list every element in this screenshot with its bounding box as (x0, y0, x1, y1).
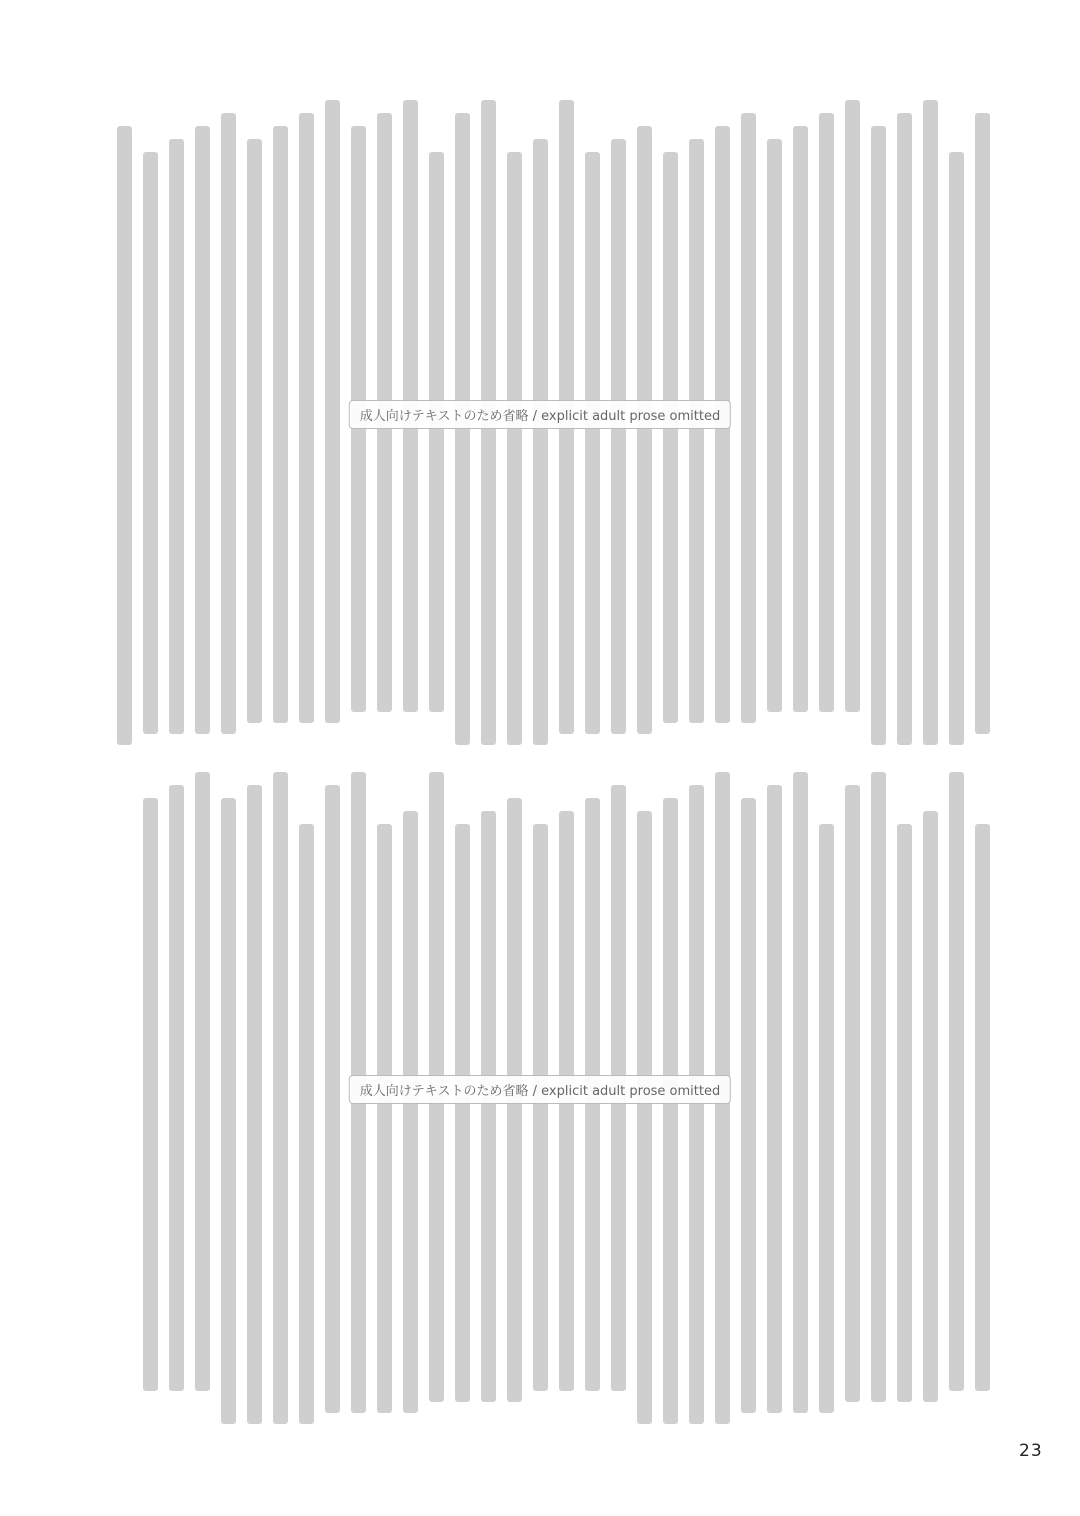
redacted-text-column (273, 126, 288, 723)
page-number: 23 (1019, 1441, 1043, 1461)
redacted-text-column (741, 798, 756, 1413)
redacted-text-column (923, 811, 938, 1402)
redacted-text-column (975, 824, 990, 1391)
redacted-text-column (897, 824, 912, 1402)
redacted-text-column (325, 785, 340, 1413)
redacted-text-column (819, 824, 834, 1413)
redacted-text-column (195, 126, 210, 734)
redacted-text-column (455, 824, 470, 1402)
redacted-text-column (169, 785, 184, 1391)
redaction-note: 成人向けテキストのため省略 / explicit adult prose omitted (349, 1075, 731, 1104)
redacted-text-column (247, 785, 262, 1424)
redacted-text-column (949, 772, 964, 1391)
redacted-text-column (299, 113, 314, 723)
redacted-text-column (377, 824, 392, 1413)
redacted-text-column (273, 772, 288, 1424)
redacted-text-column (533, 139, 548, 745)
redacted-text-column (481, 811, 496, 1402)
redacted-text-column (975, 113, 990, 734)
redacted-text-column (117, 126, 132, 745)
redacted-text-column (819, 113, 834, 712)
redacted-text-column (169, 139, 184, 734)
redacted-text-column (871, 126, 886, 745)
redacted-text-column (403, 811, 418, 1413)
redacted-text-column (767, 139, 782, 712)
redacted-text-column (637, 811, 652, 1424)
redacted-text-column (793, 772, 808, 1413)
redacted-text-column (221, 798, 236, 1424)
redacted-text-column (871, 772, 886, 1402)
redacted-text-column (143, 798, 158, 1391)
redacted-text-column (611, 139, 626, 734)
redaction-note: 成人向けテキストのため省略 / explicit adult prose omitted (349, 400, 731, 429)
redacted-text-column (637, 126, 652, 734)
redacted-text-column (533, 824, 548, 1391)
redacted-text-column (429, 152, 444, 712)
redacted-text-column (741, 113, 756, 723)
redacted-text-column (299, 824, 314, 1424)
redacted-text-column (143, 152, 158, 734)
redacted-text-column (689, 785, 704, 1424)
redacted-text-column (221, 113, 236, 734)
redacted-text-column (663, 152, 678, 723)
redacted-text-column (923, 100, 938, 745)
redacted-text-column (455, 113, 470, 745)
redacted-text-column (325, 100, 340, 723)
redacted-text-column (767, 785, 782, 1413)
redacted-text-column (689, 139, 704, 723)
redacted-text-column (949, 152, 964, 745)
redacted-text-column (845, 100, 860, 712)
redacted-text-column (507, 152, 522, 745)
redacted-text-column (585, 152, 600, 734)
redacted-text-column (793, 126, 808, 712)
redacted-text-column (845, 785, 860, 1402)
redacted-text-column (897, 113, 912, 745)
redacted-text-column (663, 798, 678, 1424)
redacted-text-column (247, 139, 262, 723)
redacted-text-column (195, 772, 210, 1391)
